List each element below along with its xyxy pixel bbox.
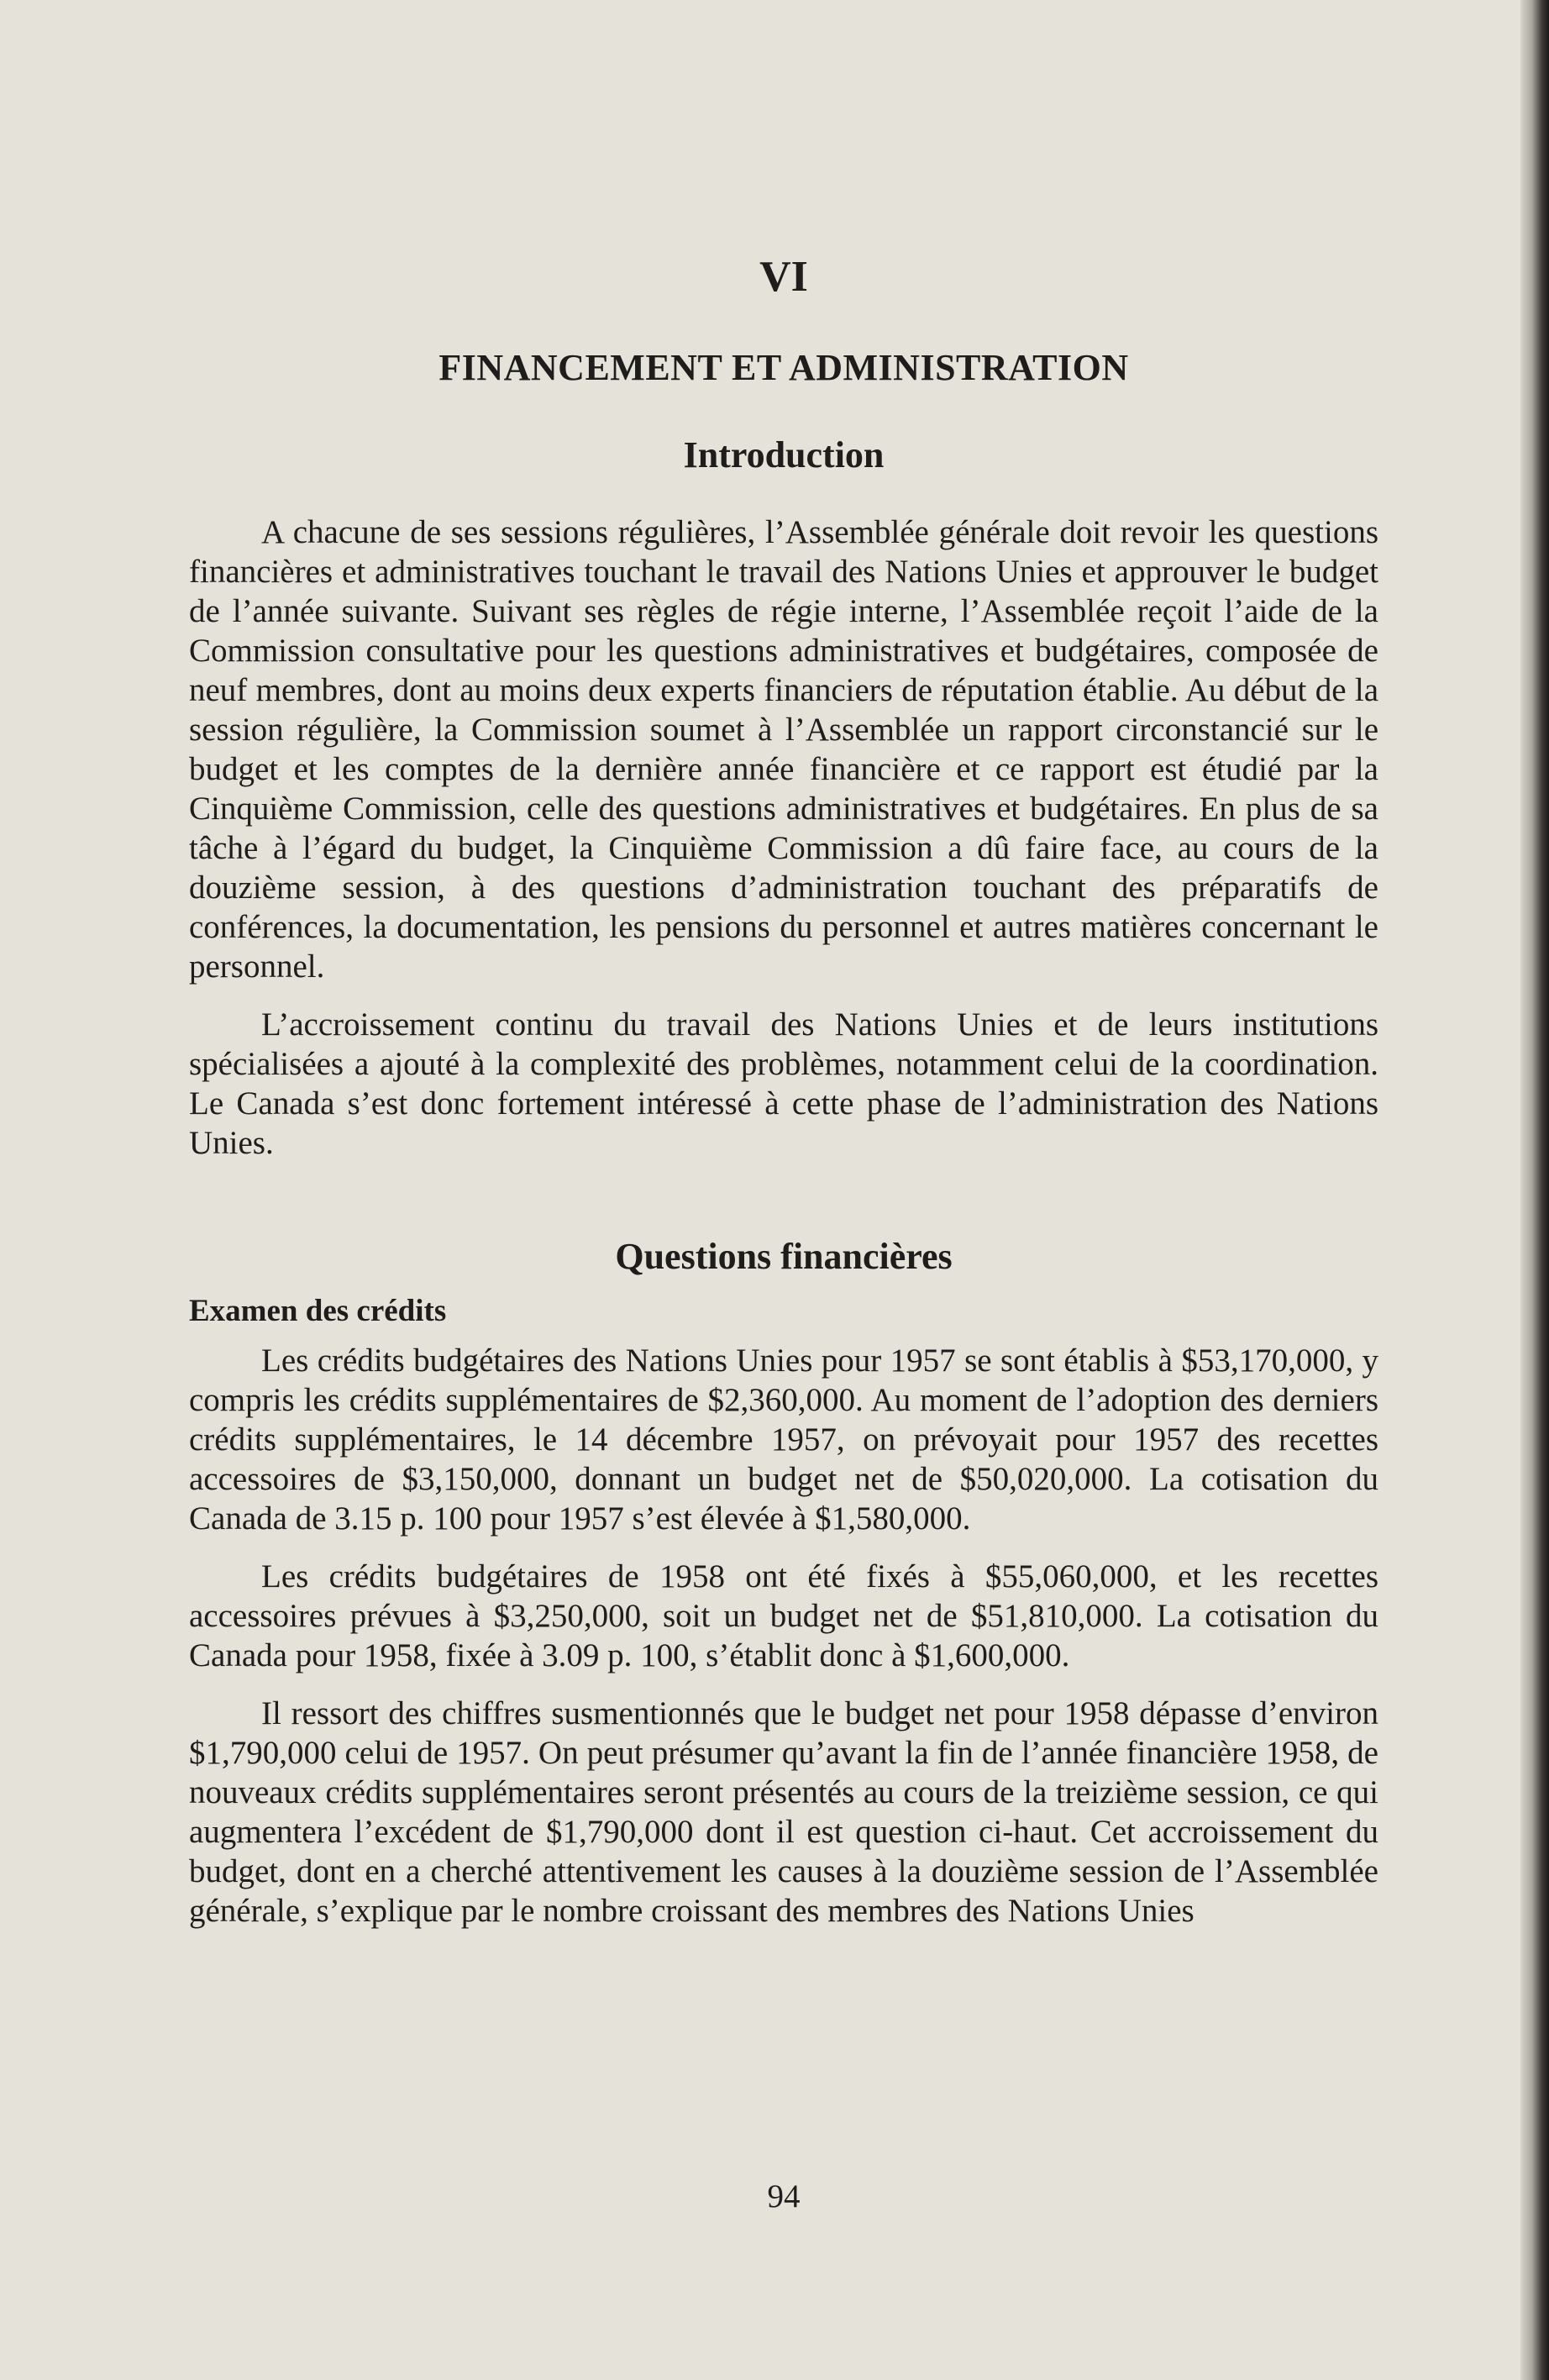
binding-shadow <box>1520 0 1549 2380</box>
section-heading-financial-questions: Questions financières <box>615 1236 953 1277</box>
section-heading-introduction: Introduction <box>683 434 885 475</box>
subheading-examen-des-credits: Examen des crédits <box>189 1294 447 1328</box>
paragraph: L’accroissement continu du travail des Nations Unies et de leurs institutions spécialisées a ajouté à la complexité des problèmes, notamment celui de la coordination. Le Canada s’est donc fortement intéressé à cette phase de l’administration des Nations Unies. <box>189 1006 1378 1161</box>
page-text <box>189 252 1378 1949</box>
paragraph: Les crédits budgétaires de 1958 ont été fixés à $55,060,000, et les recettes accessoires prévues à $3,250,000, soit un budget net de $51,810,000. La cotisation du Canada pour 1958, fixée à 3.09 p. 100, s’établit donc à $1,600,000. <box>189 1558 1378 1673</box>
chapter-title: FINANCEMENT ET ADMINISTRATION <box>438 347 1129 388</box>
paragraph: A chacune de ses sessions régulières, l’Assemblée générale doit revoir les questions financières et administratives touchant le travail des Nations Unies et approuver le budget de l’année suivante. Suivant ses règles de régie interne, l’Assemblée reçoit l’aide de la Commission consultative pour les questions administratives et budgétaires, composée de neuf membres, dont au moins deux experts financiers de réputation établie. Au début de la session régulière, la Commission soumet à l’Assemblée un rapport circonstancié sur le budget et les comptes de la dernière année financière et ce rapport est étudié par la Cinquième Commission, celle des questions administratives et budgétaires. En plus de sa tâche à l’égard du budget, la Cinquième Commission a dû faire face, au cours de la douzième session, à des questions d’administration touchant des préparatifs de conférences, la documentation, les pensions du personnel et autres matières concernant le personnel. <box>189 514 1378 985</box>
paragraph: Il ressort des chiffres susmentionnés que le budget net pour 1958 dépasse d’environ $1,790,000 celui de 1957. On peut présumer qu’avant la fin de l’année financière 1958, de nouveaux crédits supplémentaires seront présentés au cours de la treizième session, ce qui augmentera l’excédent de $1,790,000 dont il est question ci-haut. Cet accroissement du budget, dont en a cherché attentivement les causes à la douzième session de l’Assemblée générale, s’explique par le nombre croissant des membres des Nations Unies <box>189 1695 1378 1929</box>
paragraph: Les crédits budgétaires des Nations Unies pour 1957 se sont établis à $53,170,000, y compris les crédits supplémentaires de $2,360,000. Au moment de l’adoption des derniers crédits supplémentaires, le 14 décembre 1957, on prévoyait pour 1957 des recettes accessoires de $3,150,000, donnant un budget net de $50,020,000. La cotisation du Canada de 3.15 p. 100 pour 1957 s’est élevée à $1,580,000. <box>189 1342 1378 1537</box>
chapter-number: VI <box>759 253 808 301</box>
page-number: 94 <box>767 2178 801 2215</box>
